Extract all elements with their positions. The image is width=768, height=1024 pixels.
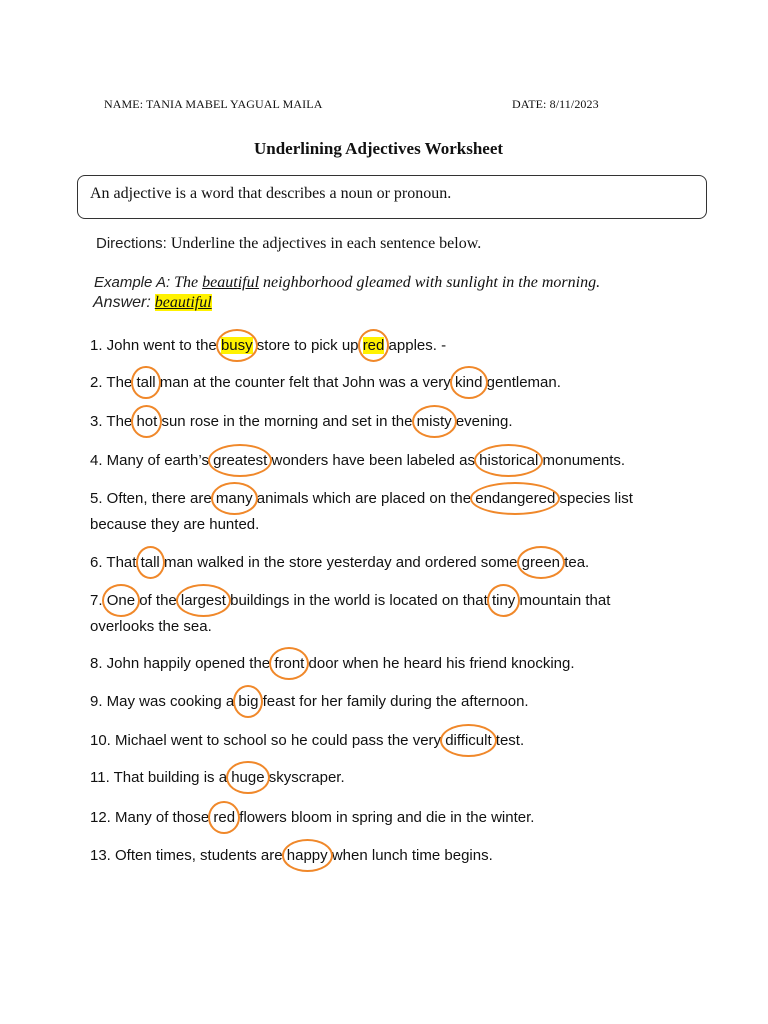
sentence-text: 13. Often times, students are: [90, 847, 283, 864]
circled-adjective: happy: [287, 847, 328, 864]
answer-value: beautiful: [154, 294, 212, 311]
example-post: neighborhood gleamed with sunlight in the morning.: [263, 274, 601, 291]
sentence-text: 1. John went to the: [90, 337, 217, 354]
circled-adjective: tall: [136, 374, 155, 391]
circled-adjective: endangered: [475, 490, 555, 507]
sentence-text: evening.: [455, 413, 513, 430]
sentence-1: [90, 337, 446, 354]
circled-adjective: One: [107, 592, 135, 609]
example-line: [94, 274, 600, 292]
sentence-5: [90, 490, 633, 507]
definition-text: An adjective is a word that describes a noun or pronoun.: [90, 185, 452, 202]
circled-adjective: kind: [455, 374, 483, 391]
sentence-8: [90, 655, 575, 672]
definition-box: [77, 175, 707, 219]
circled-adjective: largest: [181, 592, 226, 609]
sentence-text: of the: [139, 592, 177, 609]
answer-label: Answer:: [93, 294, 151, 311]
directions-text: Underline the adjectives in each sentence below.: [170, 235, 482, 252]
sentence-text: 5. Often, there are: [90, 490, 212, 507]
sentence-text: store to pick up: [256, 337, 359, 354]
sentence-13: [90, 847, 493, 864]
circled-adjective: tiny: [492, 592, 515, 609]
sentence-7: [90, 592, 610, 609]
answer-line: [93, 294, 212, 312]
sentence-7-continuation: overlooks the sea.: [90, 618, 212, 635]
student-name: NAME: TANIA MABEL YAGUAL MAILA: [104, 97, 323, 111]
sentence-4: [90, 452, 625, 469]
circled-adjective: difficult: [445, 732, 491, 749]
circled-adjective: green: [522, 554, 560, 571]
sentence-text: tea.: [564, 554, 590, 571]
circled-adjective: busy: [221, 337, 253, 354]
directions-label: Directions:: [96, 235, 167, 252]
sentence-text: apples. -: [388, 337, 447, 354]
sentence-3: [90, 413, 513, 430]
sentence-text: gentleman.: [486, 374, 561, 391]
sentence-text: monuments.: [542, 452, 626, 469]
circled-adjective: tall: [141, 554, 160, 571]
sentence-text: when lunch time begins.: [331, 847, 493, 864]
circled-adjective: huge: [231, 769, 264, 786]
circled-adjective: front: [274, 655, 304, 672]
sentence-9: [90, 693, 529, 710]
example-pre: The: [174, 274, 199, 291]
sentence-text: 2. The: [90, 374, 133, 391]
sentence-text: animals which are placed on the: [256, 490, 472, 507]
circled-adjective: historical: [479, 452, 538, 469]
sentence-text: 8. John happily opened the: [90, 655, 271, 672]
sentence-text: flowers bloom in spring and die in the winter.: [239, 809, 535, 826]
sentence-text: 4. Many of earth’s: [90, 452, 209, 469]
sentence-6: [90, 554, 589, 571]
circled-adjective: red: [363, 337, 385, 354]
circled-adjective: big: [238, 693, 258, 710]
circled-adjective: many: [216, 490, 253, 507]
worksheet-title: Underlining Adjectives Worksheet: [254, 139, 504, 158]
sentence-text: sun rose in the morning and set in the: [161, 413, 413, 430]
sentence-text: 10. Michael went to school so he could pass the very: [90, 732, 442, 749]
sentence-text: door when he heard his friend knocking.: [308, 655, 575, 672]
example-label: Example A:: [94, 274, 171, 291]
sentence-text: test.: [495, 732, 525, 749]
sentence-text: wonders have been labeled as: [271, 452, 475, 469]
sentence-10: [90, 732, 524, 749]
sentence-text: mountain that: [519, 592, 611, 609]
sentence-text: 12. Many of those: [90, 809, 210, 826]
directions-line: [96, 235, 481, 253]
sentence-12: [90, 809, 534, 826]
circled-adjective: greatest: [213, 452, 267, 469]
sentence-text: buildings in the world is located on that: [230, 592, 488, 609]
example-adjective: beautiful: [202, 274, 260, 291]
sentence-2: [90, 374, 561, 391]
sentence-5-continuation: because they are hunted.: [90, 516, 260, 533]
circled-adjective: hot: [136, 413, 157, 430]
sentence-text: species list: [559, 490, 633, 507]
sentence-text: 6. That: [90, 554, 137, 571]
sentence-text: man walked in the store yesterday and ordered some: [163, 554, 518, 571]
circled-adjective: red: [213, 809, 235, 826]
sentence-text: feast for her family during the afternoon.: [262, 693, 529, 710]
sentence-11: [90, 769, 345, 786]
sentence-text: skyscraper.: [268, 769, 345, 786]
sentence-text: 3. The: [90, 413, 133, 430]
sentence-text: 7.: [90, 592, 103, 609]
sentence-text: 11. That building is a: [90, 769, 228, 786]
sentence-text: 9. May was cooking a: [90, 693, 235, 710]
circled-adjective: misty: [417, 413, 452, 430]
sentence-text: man at the counter felt that John was a very: [159, 374, 451, 391]
worksheet-date: DATE: 8/11/2023: [512, 97, 599, 111]
